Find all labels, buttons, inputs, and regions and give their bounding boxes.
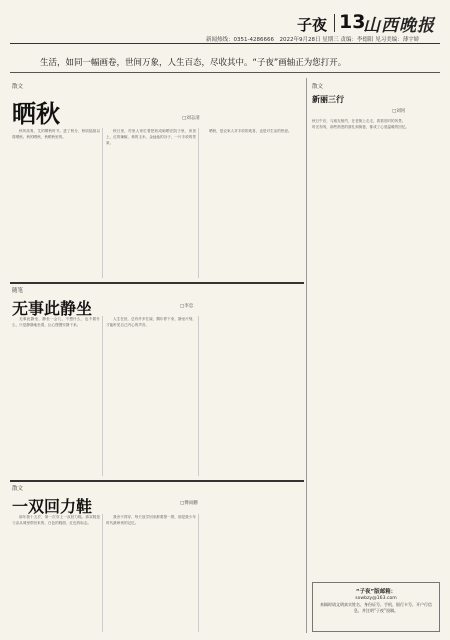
article-1-column-2 (106, 128, 196, 278)
col-rule (102, 514, 103, 632)
col-rule (198, 316, 199, 476)
article-4-tag: 散文 (312, 84, 324, 90)
notice-email[interactable]: sxwbzy@163.com (355, 596, 397, 601)
article-2-column-1 (12, 316, 100, 476)
col-rule (102, 128, 103, 278)
article-1-title: 晒秋 (12, 100, 60, 128)
article-2-byline: □李忠 (180, 304, 194, 309)
article-2-title: 无事此静坐 (12, 299, 93, 318)
article-1-column-1 (12, 128, 100, 278)
article-2-column-2 (106, 316, 196, 476)
notice-title: “子夜”版邮箱： (355, 589, 397, 595)
article-2-column-3 (202, 316, 300, 476)
article-3-column-2 (106, 514, 196, 632)
article-3-column-1 (12, 514, 100, 632)
article-4-paragraph: 秋日午后，与朋友相约，在老街上走走，看看旧时的风景。 (312, 119, 406, 123)
article-1-column-3 (202, 128, 300, 278)
right-column-separator (306, 78, 307, 633)
article-1-paragraph: 秋风高爽，艾的柳秋时节。进了秋分，秋收陆续以将晒秋。秋的晒秋，秋晒秋里的。 (12, 129, 100, 140)
section-name: 子夜 (297, 16, 328, 34)
article-3-column-3 (202, 514, 300, 632)
article-2-bottom-rule (10, 480, 304, 482)
header-divider (334, 14, 335, 32)
header-meta: 新闻热线：0351-4286666 2022年9月28日 星期三 责编：李德阳 见习美编：薄宇娇 (206, 37, 420, 43)
col-rule (102, 316, 103, 476)
article-4-paragraph: 时光匆匆，那些熟悉的面孔和街巷，都成了心底温暖的回忆。 (312, 125, 410, 130)
slogan-rule (10, 72, 440, 73)
article-2-tag: 随笔 (12, 288, 24, 294)
article-1-paragraph: 秋日里，村里人家忙着把收成晾晒在院子里、房顶上，红的辣椒，黄的玉米，金灿灿的谷子，一片丰收的景象。 (106, 129, 196, 146)
article-3-byline: □傅雨鹏 (180, 501, 198, 506)
article-1-bottom-rule (10, 282, 304, 284)
article-3-paragraph: 我舍不得穿，每天放学回来都要擦一擦，那是我少年时代最珍贵的记忆。 (106, 515, 196, 526)
notice-text: 来稿时请文明真实姓名、身份证号、手机、银行卡号、开户行信息，并注明“子夜”投稿。 (320, 602, 432, 613)
article-4-title: 新丽三行 (312, 95, 344, 104)
paper-name: 山西晚报 (363, 16, 435, 36)
header-rule (10, 43, 440, 44)
article-2-paragraph: 人生在世，总有许多忙碌，偶尔停下来，静坐片刻，才能听见自己内心的声音。 (106, 317, 196, 328)
article-4-byline: □刘河 (392, 109, 406, 114)
article-1-paragraph: 晒秋，是农家人对丰收的欢喜，也是对生活的热爱。 (209, 129, 292, 133)
page-slogan: 生活，如同一幅画卷，世间万象，人生百态，尽收其中。“子夜”画轴正为您打开。 (40, 58, 347, 68)
col-rule (198, 514, 199, 632)
article-4-body (312, 118, 438, 578)
article-3-title: 一双回力鞋 (12, 497, 93, 516)
article-3-paragraph: 那年我十五岁，第一次穿上一双回力鞋。那双鞋是父亲从城里带回来的，白色的鞋面，红色的标志。 (12, 515, 100, 526)
submission-notice (312, 582, 440, 632)
article-3-tag: 散文 (12, 486, 24, 492)
article-1-tag: 散文 (12, 84, 24, 90)
article-2-paragraph: 无事此静坐，静坐一会儿，不想什么，也不做什么，只是静静地坐着，让心慢慢安静下来。 (12, 317, 100, 328)
col-rule (198, 128, 199, 278)
page-number: 13 (339, 11, 366, 33)
article-1-byline: □刘志清 (182, 116, 200, 121)
